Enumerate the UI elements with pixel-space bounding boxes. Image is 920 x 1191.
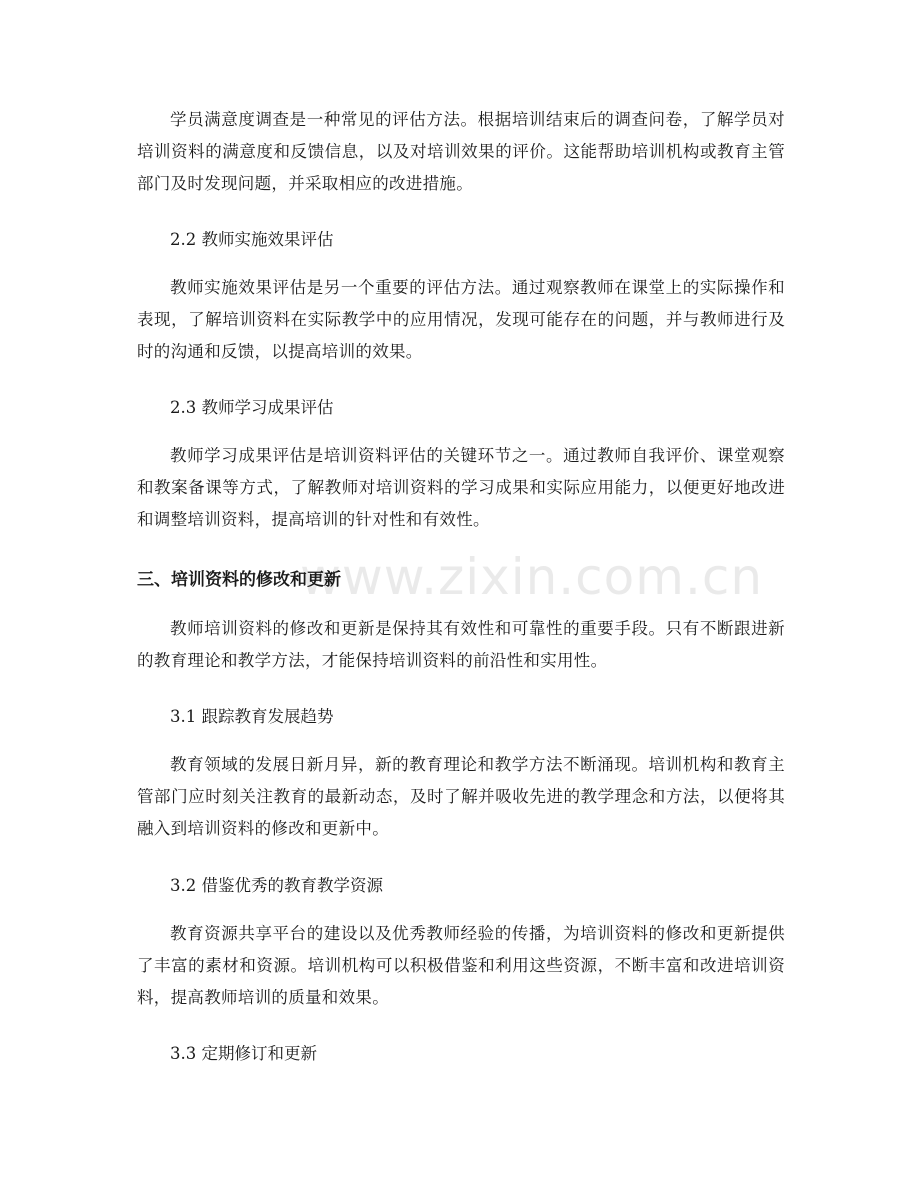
paragraph-learning-outcomes: 教师学习成果评估是培训资料评估的关键环节之一。通过教师自我评价、课堂观察和教案备课等方式，了解教师对培训资料的学习成果和实际应用能力，以便更好地改进和调整培训资料，提高培训的针对性和有效性。 bbox=[137, 446, 785, 529]
paragraph-excellent-resources: 教育资源共享平台的建设以及优秀教师经验的传播，为培训资料的修改和更新提供了丰富的素材和资源。培训机构可以积极借鉴和利用这些资源，不断丰富和改进培训资料，提高教师培训的质量和效果。 bbox=[137, 924, 785, 1007]
subheading-3-1: 3.1 跟踪教育发展趋势 bbox=[170, 707, 334, 726]
watermark-text: www.zixin.com.cn bbox=[300, 548, 764, 606]
subheading-2-2: 2.2 教师实施效果评估 bbox=[170, 230, 334, 249]
subheading-2-3: 2.3 教师学习成果评估 bbox=[170, 398, 334, 417]
subheading-3-2: 3.2 借鉴优秀的教育教学资源 bbox=[170, 876, 383, 895]
paragraph-track-trends: 教育领域的发展日新月异，新的教育理论和教学方法不断涌现。培训机构和教育主管部门应时刻关注教育的最新动态，及时了解并吸收先进的教学理念和方法，以便将其融入到培训资料的修改和更新中。 bbox=[137, 755, 785, 838]
paragraph-revision-intro: 教师培训资料的修改和更新是保持其有效性和可靠性的重要手段。只有不断跟进新的教育理论和教学方法，才能保持培训资料的前沿性和实用性。 bbox=[137, 619, 785, 670]
paragraph-teacher-implementation: 教师实施效果评估是另一个重要的评估方法。通过观察教师在课堂上的实际操作和表现，了解培训资料在实际教学中的应用情况，发现可能存在的问题，并与教师进行及时的沟通和反馈，以提高培训的效果。 bbox=[137, 278, 785, 361]
section-title-3: 三、培训资料的修改和更新 bbox=[137, 570, 341, 590]
subheading-3-3: 3.3 定期修订和更新 bbox=[170, 1044, 317, 1063]
paragraph-satisfaction-survey: 学员满意度调查是一种常见的评估方法。根据培训结束后的调查问卷，了解学员对培训资料的满意度和反馈信息，以及对培训效果的评价。这能帮助培训机构或教育主管部门及时发现问题，并采取相应的改进措施。 bbox=[137, 110, 785, 193]
